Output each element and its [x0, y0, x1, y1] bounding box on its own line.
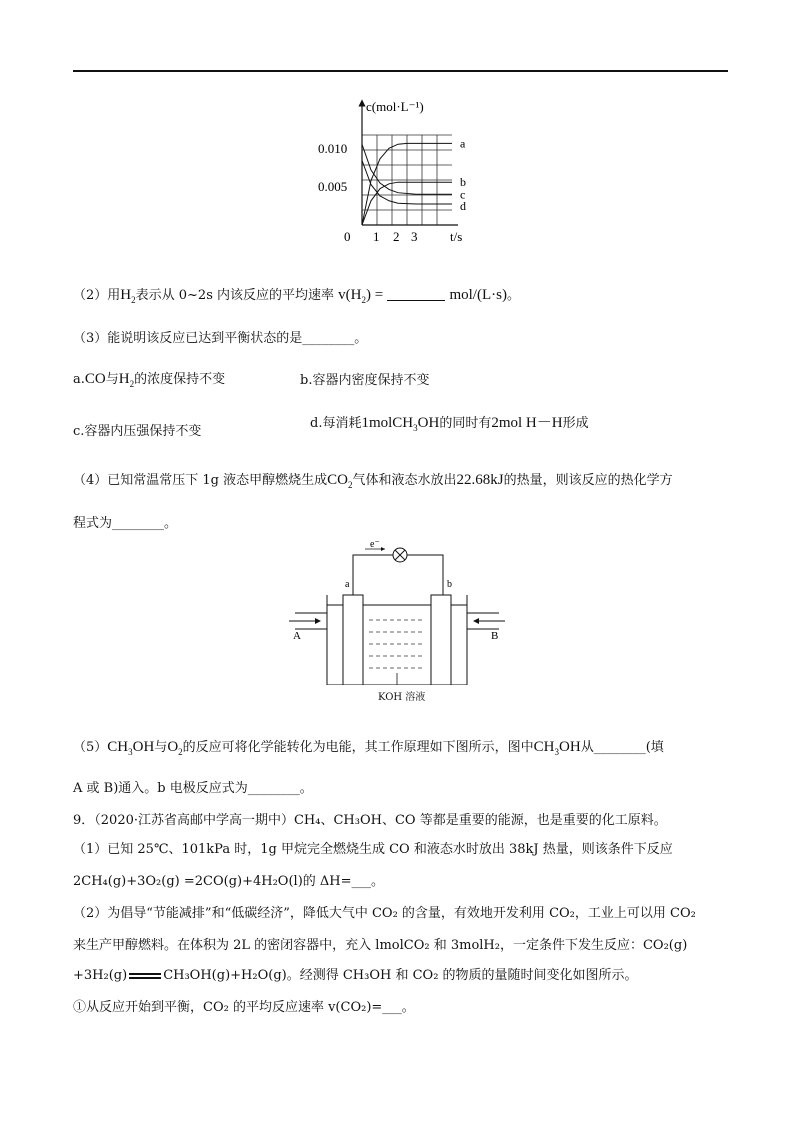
question-9-part-2: （2）为倡导“节能减排”和“低碳经济”，降低大气中 CO₂ 的含量，有效地开发利用 CO₂，工业上可以用 CO₂ [73, 906, 696, 921]
concentration-time-chart [310, 95, 500, 250]
series-label-a: a [460, 136, 466, 151]
option-d: d.每消耗1molCH$_3$OH的同时有2mol H－H形成 [310, 415, 589, 433]
series-label-b: b [460, 175, 466, 190]
y-tick-label: 0.010 [318, 141, 348, 156]
fuel-cell-diagram [285, 535, 525, 685]
question-9-part-2-equation: +3H₂(g) CH₃OH(g)+H₂O(g)。经测得 CH₃OH 和 CO₂ 的物质的量随时间变化如图所示。 [73, 968, 638, 983]
question-9-title: 9．（2020·江苏省高邮中学高一期中）CH₄、CH₃OH、CO 等都是重要的能源，也是重要的化工原料。 [73, 813, 667, 828]
series-label-d: d [460, 199, 466, 213]
x-tick-label: 2 [393, 229, 400, 244]
y-tick-label: 0.005 [318, 179, 348, 194]
question-2: （2）用$H_2$表示从 0~2s 内该反应的平均速率 $v(H_2) = mol/(L\cdot s)$。 [73, 287, 520, 305]
option-a: a.CO与$H_2$的浓度保持不变 [73, 371, 226, 389]
question-3: （3）能说明该反应已达到平衡状态的是________。 [73, 331, 368, 346]
electrode-a-label: a [345, 579, 350, 590]
x-tick-label: 1 [373, 229, 380, 244]
rate-expression: $v(H_2)$ = [338, 287, 384, 305]
electron-label: e⁻ [370, 539, 380, 550]
question-9-part-2-cont: 来生产甲醇燃料。在体积为 2L 的密闭容器中，充入 lmolCO₂ 和 3molH₂，一定条件下发生反应：CO₂(g) [73, 938, 688, 953]
electrode-b [431, 595, 451, 685]
series-label-c: c [460, 187, 466, 202]
x-tick-label: 0 [344, 229, 351, 244]
question-5-cont: A 或 B)通入。b 电极反应式为________。 [73, 781, 313, 796]
electrode-a [343, 595, 363, 685]
y-axis-label: c(mol·L⁻¹) [366, 99, 424, 114]
x-axis-label: t/s [450, 229, 463, 244]
header-rule [73, 70, 728, 72]
question-9-part-1-cont: 2CH₄(g)+3O₂(g) =2CO(g)+4H₂O(l)的 ΔH=___。 [73, 874, 385, 889]
inlet-a-label: A [293, 630, 301, 642]
x-tick-label: 3 [411, 229, 418, 244]
equilibrium-arrow-icon [127, 971, 163, 981]
question-9-part-1: （1）已知 25℃、101kPa 时，1g 甲烷完全燃烧生成 CO 和液态水时放出 38kJ 热量，则该条件下反应 [73, 842, 673, 857]
electrode-b-label: b [447, 579, 452, 590]
answer-blank [387, 286, 445, 301]
inlet-b-label: B [491, 630, 499, 642]
question-9-sub-1: ①从反应开始到平衡，CO₂ 的平均反应速率 v(CO₂)=___。 [73, 1000, 415, 1015]
electrolyte-label: KOH 溶液 [378, 692, 426, 703]
question-4: （4）已知常温常压下 1g 液态甲醇燃烧生成$CO_2$气体和液态水放出22.68kJ的热量，则该反应的热化学方 [73, 472, 673, 490]
option-c: c.容器内压强保持不变 [73, 424, 202, 439]
option-b: b.容器内密度保持不变 [300, 373, 430, 388]
question-4-cont: 程式为________。 [73, 516, 178, 531]
question-5: $(5)CH_3OH$与$O_2$的反应可将化学能转化为电能，其工作原理如下图所示，图中$CH_3OH$从________(填 [73, 739, 664, 757]
